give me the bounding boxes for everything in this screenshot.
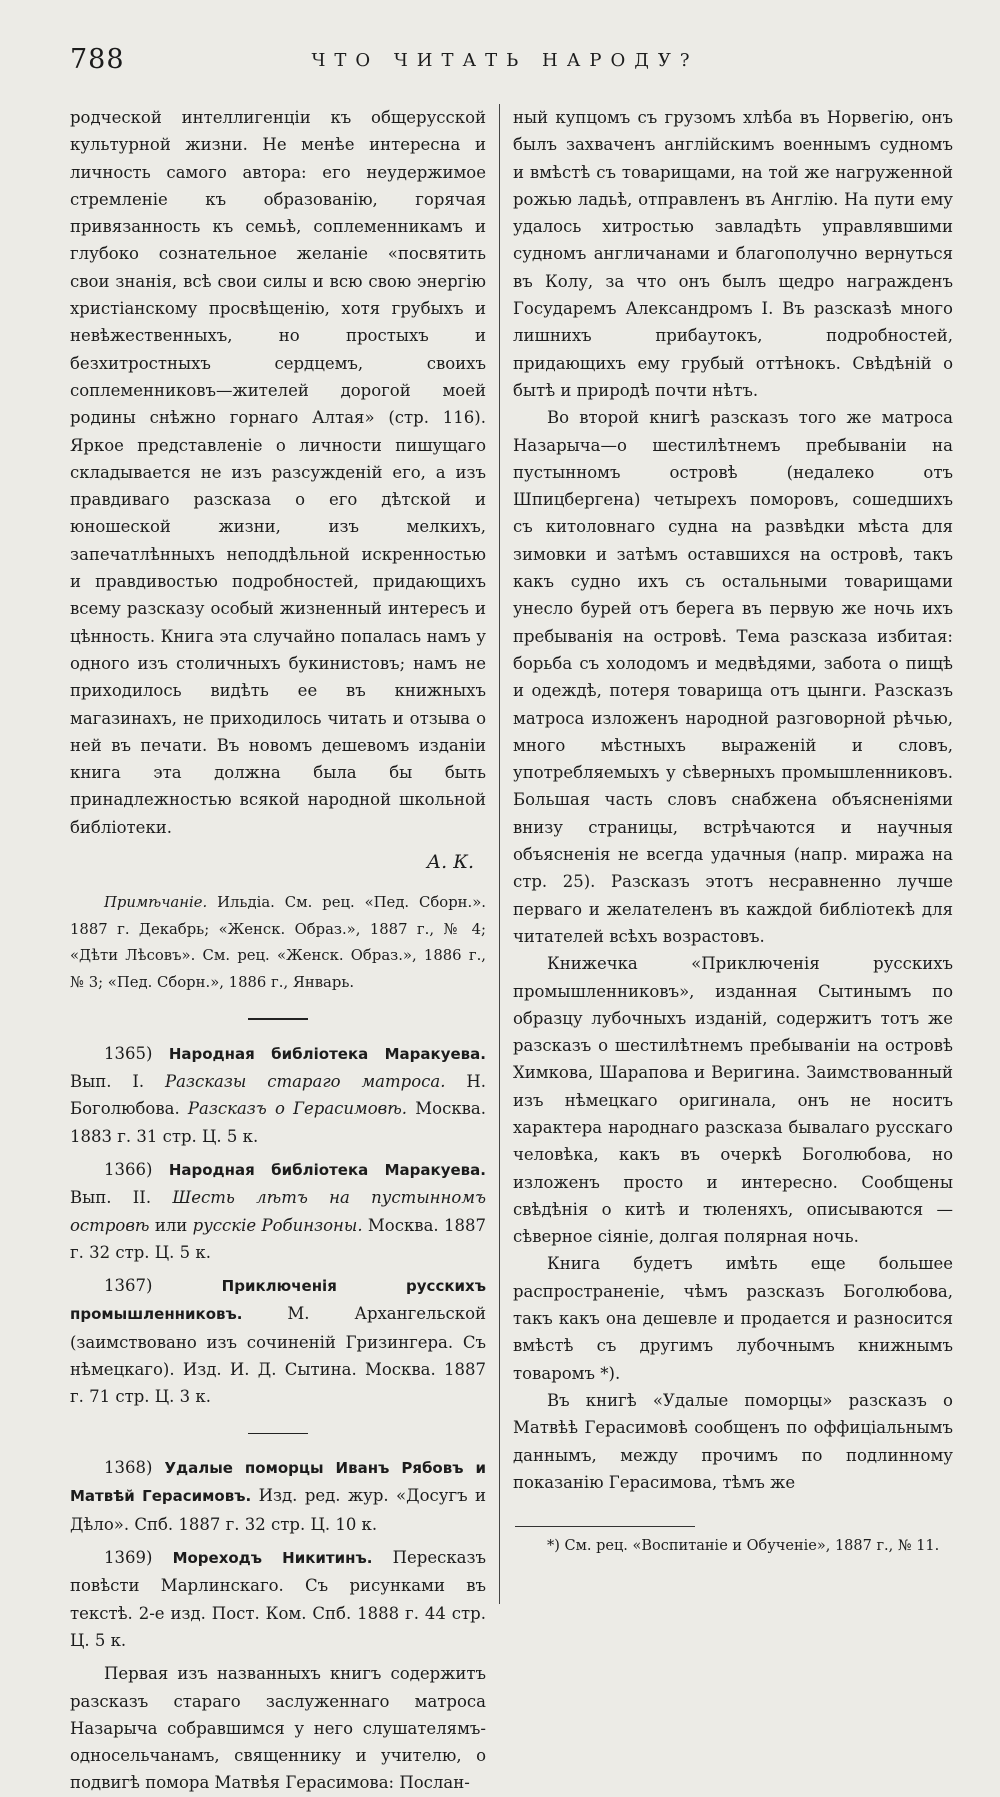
right-column: [513, 104, 953, 1634]
column-divider: [499, 104, 500, 1604]
entry-number: 1368): [104, 1458, 165, 1478]
entry-text: Пересказъ повѣсти Марлинскаго. Съ рисунками въ текстѣ. 2-е изд. Пост. Ком. Спб. 1888 г. 44 стр. Ц. 5 к.: [70, 1548, 486, 1650]
entry-title: Приключенія русскихъ промышленниковъ.: [70, 1277, 486, 1324]
entry-number: 1369): [104, 1548, 173, 1568]
entry-1369: [70, 1544, 486, 1654]
author-signature: А. К.: [426, 851, 474, 874]
entry-title: Народная библіотека Маракуева.: [168, 1161, 486, 1179]
entry-1365: [70, 1040, 486, 1150]
entry-italic: Шесть лѣтъ на пустынномъ островѣ: [70, 1188, 486, 1235]
note: [70, 890, 486, 996]
note-label: Примѣчаніе.: [104, 894, 208, 912]
note-text: Ильдіа. См. рец. «Пед. Сборн.». 1887 г. Декабрь; «Женск. Образ.», 1887 г., № 4; «Дѣти Лѣсовъ». См. рец. «Женск. Образ.», 1886 г., № 3; «Пед. Сборн.», 1886 г., Январь.: [70, 894, 486, 991]
entry-text: Изд. ред. жур. «Досугъ и Дѣло». Спб. 1887 г. 32 стр. Ц. 10 к.: [70, 1486, 486, 1534]
entry-text: Москва. 1883 г. 31 стр. Ц. 5 к.: [70, 1099, 486, 1146]
entry-title: Мореходъ Никитинъ.: [172, 1549, 373, 1568]
entry-text: Вып. I.: [70, 1072, 166, 1092]
running-title: ЧТО ЧИТАТЬ НАРОДУ?: [311, 50, 699, 71]
footnote-rule: [515, 1526, 695, 1527]
entry-italic: Разсказы стараго матроса.: [165, 1072, 446, 1092]
entry-number: 1365): [104, 1043, 169, 1063]
entry-1366: [70, 1156, 486, 1266]
entry-1368: [70, 1454, 486, 1538]
paragraph: родческой интеллигенціи къ общерусской культурной жизни. Не менѣе интересна и личность самого автора: его неудержимое стремленіе къ образованію, горячая привязанность къ семьѣ, соплеменникамъ и глубоко сознательное желаніе «посвятить свои знанія, всѣ свои силы и всю свою энергію христіанскому просвѣщенію, хотя грубыхъ и невѣжественныхъ, но простыхъ и безхитростныхъ сердцемъ, своихъ соплеменниковъ—жителей дорогой моей родины снѣжно горнаго Алтая» (стр. 116). Яркое представленіе о личности пишущаго складывается не изъ разсужденій его, а изъ правдиваго разсказа о его дѣтской и юношеской жизни, изъ мелкихъ, запечатлѣнныхъ неподдѣльной искренностью и правдивостью подробностей, придающихъ всему разсказу особый жизненный интересъ и цѣнность. Книга эта случайно попалась намъ у одного изъ столичныхъ букинистовъ; намъ не приходилось видѣть ее въ книжныхъ магазинахъ, не приходилось читать и отзыва о ней въ печати. Въ новомъ дешевомъ изданіи книга эта должна была бы быть принадлежностью всякой народной школьной библіотеки.: [70, 108, 486, 837]
footnote: *) См. рец. «Воспитаніе и Обученіе», 1887 г., № 11.: [547, 1538, 940, 1555]
paragraph: Во второй книгѣ разсказъ того же матроса Назарыча—о шестилѣтнемъ пребываніи на пустынномъ островѣ (недалеко отъ Шпицбергена) четырехъ поморовъ, сошедшихъ съ китоловнаго судна на развѣдки мѣста для зимовки и затѣмъ оставшихся на островѣ, такъ какъ судно ихъ съ остальными товарищами унесло бурей отъ берега въ первую же ночь ихъ пребыванія на островѣ. Тема разсказа избитая: борьба съ холодомъ и медвѣдями, забота о пищѣ и одеждѣ, потеря товарища отъ цынги. Разсказъ матроса изложенъ народной разговорной рѣчью, много мѣстныхъ выраженій и словъ, употребляемыхъ у сѣверныхъ промышленниковъ. Большая часть словъ снабжена объясненіями внизу страницы, встрѣчаются и научныя объясненія не всегда удачныя (напр. миража на стр. 25). Разсказъ этотъ несравненно лучше перваго и желателенъ въ каждой библіотекѣ для читателей всѣхъ возрастовъ.: [513, 408, 953, 946]
section-rule: [248, 1018, 308, 1020]
entry-italic: Разсказъ о Герасимовѣ.: [187, 1099, 408, 1119]
paragraph: Въ книгѣ «Удалые поморцы» разсказъ о Матвѣѣ Герасимовѣ сообщенъ по оффиціальнымъ даннымъ, между прочимъ по подлинному показанію Герасимова, тѣмъ же: [513, 1390, 953, 1492]
entry-title: Народная библіотека Маракуева.: [168, 1044, 486, 1063]
paragraph: Книга будетъ имѣть еще большее распространеніе, чѣмъ разсказъ Боголюбова, такъ какъ она дешевле и продается и разносится вмѣстѣ съ другимъ лубочнымъ книжнымъ товаромъ *).: [513, 1254, 953, 1383]
paragraph: Первая изъ названныхъ книгъ содержитъ разсказъ стараго заслуженнаго матроса Назарыча собравшимся у него слушателямъ-односельчанамъ, священнику и учителю, о подвигѣ помора Матвѣя Герасимова: Послан-: [70, 1664, 486, 1793]
entry-text: Н. Боголюбова.: [70, 1072, 486, 1119]
left-column: [70, 104, 486, 1793]
entry-text: Вып. II.: [70, 1188, 173, 1208]
entry-number: 1367): [104, 1276, 222, 1296]
section-rule: [248, 1433, 308, 1435]
entry-italic: русскіе Робинзоны.: [192, 1215, 363, 1235]
entry-text: Москва. 1887 г. 32 стр. Ц. 5 к.: [70, 1215, 486, 1262]
entry-1367: [70, 1272, 486, 1410]
entry-title: Удалые поморцы Иванъ Рябовъ и Матвѣй Герасимовъ.: [70, 1459, 486, 1506]
page-number: 788: [70, 44, 125, 75]
entry-number: 1366): [104, 1160, 169, 1179]
entry-text: или: [149, 1215, 193, 1235]
entry-text: М. Архангельской (заимствовано изъ сочиненій Гризингера. Съ нѣмецкаго). Изд. И. Д. Сытина. Москва. 1887 г. 71 стр. Ц. 3 к.: [70, 1304, 486, 1407]
paragraph: Книжечка «Приключенія русскихъ промышленниковъ», изданная Сытинымъ по образцу лубочныхъ изданій, содержитъ тотъ же разсказъ о шестилѣтнемъ пребываніи на островѣ Химкова, Шарапова и Веригина. Заимствованный изъ нѣмецкаго оригинала, онъ не носитъ характера народнаго разсказа бывалаго русскаго человѣка, какъ въ очеркѣ Боголюбова, но изложенъ просто и интересно. Сообщены свѣдѣнія о китѣ и тюленяхъ, описываются — сѣверное сіяніе, долгая полярная ночь.: [513, 954, 953, 1247]
page-header: [70, 44, 940, 84]
paragraph: ный купцомъ съ грузомъ хлѣба въ Норвегію, онъ былъ захваченъ англійскимъ военнымъ судномъ и вмѣстѣ съ товарищами, на той же нагруженной рожью ладьѣ, отправленъ въ Англію. На пути ему удалось хитростью завладѣть управлявшими судномъ англичанами и благополучно вернуться въ Колу, за что онъ былъ щедро награжденъ Государемъ Александромъ I. Въ разсказѣ много лишнихъ прибаутокъ, подробностей, придающихъ ему грубый оттѣнокъ. Свѣдѣній о бытѣ и природѣ почти нѣтъ.: [513, 108, 953, 400]
